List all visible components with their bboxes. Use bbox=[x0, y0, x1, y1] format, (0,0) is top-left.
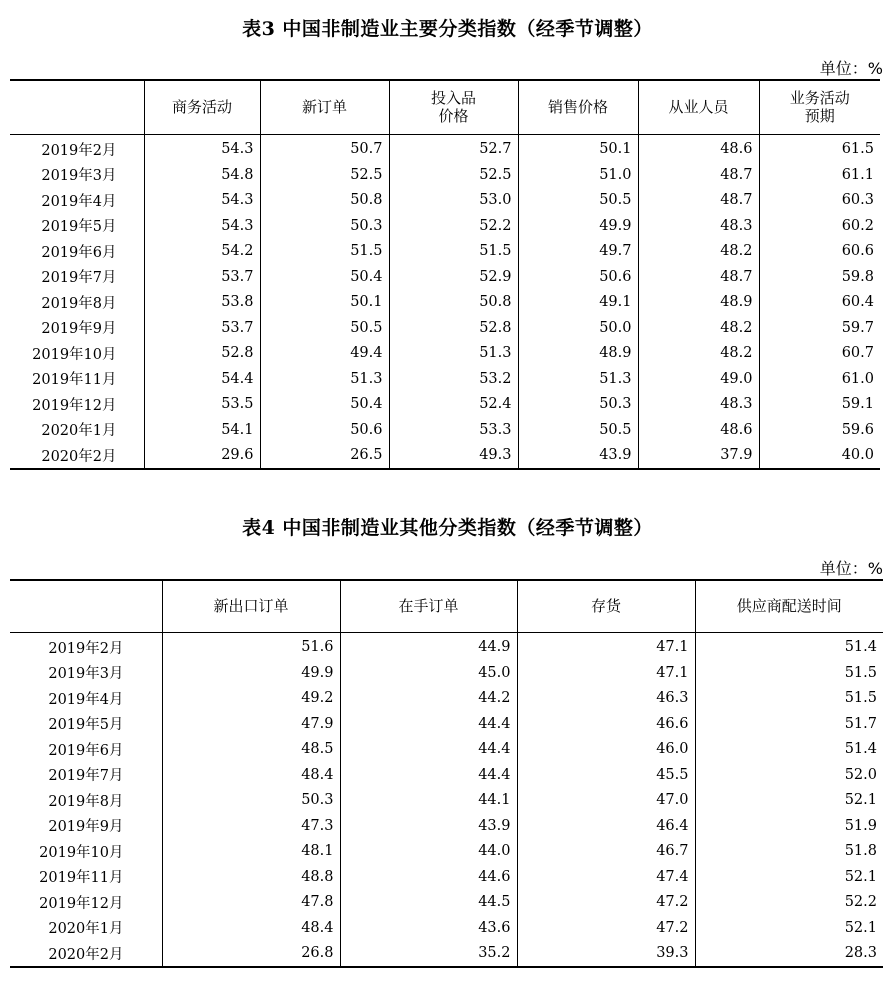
table3-col-header-label: 新订单 bbox=[301, 98, 347, 117]
table-cell: 48.4 bbox=[162, 762, 340, 788]
row-month-label: 2019年10月 bbox=[39, 844, 124, 861]
table-cell: 47.1 bbox=[517, 632, 695, 660]
table-cell: 51.3 bbox=[518, 366, 638, 392]
row-month-label: 2019年8月 bbox=[48, 793, 124, 810]
table-cell: 47.3 bbox=[162, 813, 340, 839]
table-cell: 47.8 bbox=[162, 890, 340, 916]
table-cell: 61.0 bbox=[759, 366, 880, 392]
table3-title: 表3 中国非制造业主要分类指数（经季节调整） bbox=[242, 18, 653, 40]
row-month-label: 2019年10月 bbox=[32, 346, 117, 363]
table-cell: 48.3 bbox=[638, 392, 759, 418]
table4-col-header-label: 在手订单 bbox=[398, 597, 459, 616]
table-cell: 50.3 bbox=[162, 788, 340, 814]
table4-col-header-2 bbox=[340, 580, 517, 632]
table-cell: 52.4 bbox=[389, 392, 518, 418]
table-cell: 43.6 bbox=[340, 915, 517, 941]
table-cell: 51.3 bbox=[260, 366, 389, 392]
table-cell: 51.7 bbox=[695, 711, 883, 737]
table-cell: 51.5 bbox=[695, 686, 883, 712]
table4-body bbox=[10, 632, 883, 967]
table-cell: 51.6 bbox=[162, 632, 340, 660]
row-month-label: 2020年1月 bbox=[48, 921, 124, 938]
table-cell: 43.9 bbox=[518, 443, 638, 470]
row-month-label: 2019年3月 bbox=[41, 168, 117, 185]
table4-col-header-3 bbox=[517, 580, 695, 632]
table-row bbox=[10, 941, 883, 968]
table-cell: 48.2 bbox=[638, 239, 759, 265]
table-cell: 48.7 bbox=[638, 188, 759, 214]
table-row bbox=[10, 813, 883, 839]
table-cell: 47.1 bbox=[517, 660, 695, 686]
table-cell: 35.2 bbox=[340, 941, 517, 968]
table-cell: 48.2 bbox=[638, 341, 759, 367]
table-row bbox=[10, 660, 883, 686]
table-cell: 51.5 bbox=[260, 239, 389, 265]
table3-header-row bbox=[10, 80, 880, 134]
table-cell: 52.8 bbox=[144, 341, 260, 367]
table-cell: 52.8 bbox=[389, 315, 518, 341]
table-cell: 53.7 bbox=[144, 264, 260, 290]
table-cell: 51.5 bbox=[695, 660, 883, 686]
row-month-label: 2020年1月 bbox=[41, 423, 117, 440]
table-cell: 51.8 bbox=[695, 839, 883, 865]
table-cell: 48.8 bbox=[162, 864, 340, 890]
table-cell: 53.5 bbox=[144, 392, 260, 418]
table-row bbox=[10, 915, 883, 941]
table-cell: 48.2 bbox=[638, 315, 759, 341]
table-cell: 53.3 bbox=[389, 417, 518, 443]
table-cell: 39.3 bbox=[517, 941, 695, 968]
table-cell: 47.9 bbox=[162, 711, 340, 737]
row-month-label: 2020年2月 bbox=[48, 946, 124, 963]
table3-col-header-label: 投入品 价格 bbox=[430, 89, 476, 126]
table-row bbox=[10, 890, 883, 916]
table3-col-header-1 bbox=[144, 80, 260, 134]
row-month-label: 2019年5月 bbox=[48, 717, 124, 734]
table-cell: 49.2 bbox=[162, 686, 340, 712]
table-row bbox=[10, 788, 883, 814]
table-cell: 48.3 bbox=[638, 213, 759, 239]
table-row bbox=[10, 239, 880, 265]
table-cell: 44.2 bbox=[340, 686, 517, 712]
table-cell: 54.4 bbox=[144, 366, 260, 392]
table-cell: 51.0 bbox=[518, 162, 638, 188]
table-row bbox=[10, 213, 880, 239]
table-cell: 52.1 bbox=[695, 864, 883, 890]
table3-col-header-2 bbox=[260, 80, 389, 134]
table-cell: 43.9 bbox=[340, 813, 517, 839]
table-cell: 49.0 bbox=[638, 366, 759, 392]
row-month-label: 2019年9月 bbox=[48, 819, 124, 836]
table4-col-header-label: 新出口订单 bbox=[213, 597, 289, 616]
table-cell: 61.5 bbox=[759, 134, 880, 162]
table4-header-row bbox=[10, 580, 883, 632]
table3-col-header-6 bbox=[759, 80, 880, 134]
row-month-label: 2019年12月 bbox=[39, 895, 124, 912]
table-cell: 54.2 bbox=[144, 239, 260, 265]
table3-main-indices bbox=[10, 79, 880, 470]
table-cell: 40.0 bbox=[759, 443, 880, 470]
row-month-label: 2020年2月 bbox=[41, 448, 117, 465]
table-cell: 46.4 bbox=[517, 813, 695, 839]
table-cell: 44.4 bbox=[340, 737, 517, 763]
table-row bbox=[10, 315, 880, 341]
table-cell: 60.2 bbox=[759, 213, 880, 239]
table-cell: 48.6 bbox=[638, 417, 759, 443]
table-cell: 46.3 bbox=[517, 686, 695, 712]
table-cell: 50.3 bbox=[518, 392, 638, 418]
table-cell: 54.3 bbox=[144, 134, 260, 162]
table-cell: 52.5 bbox=[260, 162, 389, 188]
table-row bbox=[10, 264, 880, 290]
table-row bbox=[10, 290, 880, 316]
table-cell: 49.1 bbox=[518, 290, 638, 316]
table4-col-header-label: 供应商配送时间 bbox=[736, 597, 842, 616]
table-row bbox=[10, 632, 883, 660]
table-cell: 54.8 bbox=[144, 162, 260, 188]
table-cell: 52.1 bbox=[695, 915, 883, 941]
row-month-label: 2019年12月 bbox=[32, 397, 117, 414]
table-cell: 37.9 bbox=[638, 443, 759, 470]
table-cell: 60.3 bbox=[759, 188, 880, 214]
row-month-label: 2019年11月 bbox=[32, 372, 117, 389]
table4-col-header-4 bbox=[695, 580, 883, 632]
table-cell: 44.0 bbox=[340, 839, 517, 865]
row-month-label: 2019年6月 bbox=[41, 244, 117, 261]
row-month-label: 2019年11月 bbox=[39, 870, 124, 887]
table-row bbox=[10, 737, 883, 763]
table-cell: 60.7 bbox=[759, 341, 880, 367]
table-cell: 28.3 bbox=[695, 941, 883, 968]
table-cell: 52.1 bbox=[695, 788, 883, 814]
table-row bbox=[10, 711, 883, 737]
table-cell: 51.4 bbox=[695, 632, 883, 660]
table4-other-indices bbox=[10, 579, 883, 968]
table4-col-header-label: 存货 bbox=[590, 597, 621, 616]
table-cell: 50.5 bbox=[518, 417, 638, 443]
table-cell: 48.9 bbox=[638, 290, 759, 316]
table-cell: 44.6 bbox=[340, 864, 517, 890]
table-cell: 54.3 bbox=[144, 188, 260, 214]
table-cell: 44.1 bbox=[340, 788, 517, 814]
table-row bbox=[10, 417, 880, 443]
table-cell: 53.8 bbox=[144, 290, 260, 316]
table-cell: 46.7 bbox=[517, 839, 695, 865]
table-cell: 47.2 bbox=[517, 890, 695, 916]
table-row bbox=[10, 134, 880, 162]
table-cell: 61.1 bbox=[759, 162, 880, 188]
table-cell: 50.4 bbox=[260, 392, 389, 418]
row-month-label: 2019年7月 bbox=[41, 270, 117, 287]
table3-unit-label: 单位：% bbox=[819, 59, 883, 78]
table-cell: 59.6 bbox=[759, 417, 880, 443]
table-cell: 59.1 bbox=[759, 392, 880, 418]
table4-col-header-0 bbox=[10, 580, 162, 632]
row-month-label: 2019年4月 bbox=[48, 691, 124, 708]
row-month-label: 2019年3月 bbox=[48, 666, 124, 683]
table-cell: 45.5 bbox=[517, 762, 695, 788]
table-cell: 51.3 bbox=[389, 341, 518, 367]
row-month-label: 2019年2月 bbox=[41, 142, 117, 159]
table-cell: 46.0 bbox=[517, 737, 695, 763]
table4-unit-label: 单位：% bbox=[819, 559, 883, 578]
table4-col-header-1 bbox=[162, 580, 340, 632]
row-month-label: 2019年6月 bbox=[48, 742, 124, 759]
table-cell: 59.7 bbox=[759, 315, 880, 341]
table-row bbox=[10, 443, 880, 470]
table-cell: 59.8 bbox=[759, 264, 880, 290]
table-cell: 29.6 bbox=[144, 443, 260, 470]
table-cell: 51.9 bbox=[695, 813, 883, 839]
table3-col-header-label: 业务活动 预期 bbox=[789, 89, 850, 126]
table-cell: 47.4 bbox=[517, 864, 695, 890]
table-cell: 51.4 bbox=[695, 737, 883, 763]
table-cell: 44.5 bbox=[340, 890, 517, 916]
table-cell: 26.5 bbox=[260, 443, 389, 470]
table3-col-header-5 bbox=[638, 80, 759, 134]
table-cell: 44.4 bbox=[340, 762, 517, 788]
table-cell: 49.9 bbox=[162, 660, 340, 686]
table-cell: 48.4 bbox=[162, 915, 340, 941]
table-row bbox=[10, 366, 880, 392]
table-cell: 26.8 bbox=[162, 941, 340, 968]
table-cell: 52.2 bbox=[695, 890, 883, 916]
table-row bbox=[10, 392, 880, 418]
table-row bbox=[10, 839, 883, 865]
table-cell: 49.3 bbox=[389, 443, 518, 470]
table-cell: 51.5 bbox=[389, 239, 518, 265]
table3-col-header-label: 商务活动 bbox=[171, 98, 232, 117]
table3-col-header-4 bbox=[518, 80, 638, 134]
table-cell: 49.4 bbox=[260, 341, 389, 367]
table-cell: 48.6 bbox=[638, 134, 759, 162]
table-cell: 48.5 bbox=[162, 737, 340, 763]
table-cell: 52.9 bbox=[389, 264, 518, 290]
table-cell: 60.4 bbox=[759, 290, 880, 316]
table-cell: 53.7 bbox=[144, 315, 260, 341]
table3-col-header-label: 从业人员 bbox=[668, 98, 729, 117]
table-row bbox=[10, 162, 880, 188]
table-cell: 54.3 bbox=[144, 213, 260, 239]
table-cell: 44.4 bbox=[340, 711, 517, 737]
table3-col-header-3 bbox=[389, 80, 518, 134]
table3-col-header-0 bbox=[10, 80, 144, 134]
table-cell: 50.5 bbox=[518, 188, 638, 214]
table-cell: 49.7 bbox=[518, 239, 638, 265]
table3-body bbox=[10, 134, 880, 469]
table-cell: 48.9 bbox=[518, 341, 638, 367]
table-cell: 48.7 bbox=[638, 264, 759, 290]
table-cell: 49.9 bbox=[518, 213, 638, 239]
table-cell: 48.7 bbox=[638, 162, 759, 188]
table-cell: 47.0 bbox=[517, 788, 695, 814]
table-cell: 54.1 bbox=[144, 417, 260, 443]
table-cell: 50.8 bbox=[260, 188, 389, 214]
table-cell: 50.1 bbox=[260, 290, 389, 316]
table-cell: 52.5 bbox=[389, 162, 518, 188]
table-cell: 47.2 bbox=[517, 915, 695, 941]
table-cell: 52.0 bbox=[695, 762, 883, 788]
table-cell: 50.7 bbox=[260, 134, 389, 162]
table-cell: 52.7 bbox=[389, 134, 518, 162]
table-row bbox=[10, 188, 880, 214]
row-month-label: 2019年7月 bbox=[48, 768, 124, 785]
table-cell: 44.9 bbox=[340, 632, 517, 660]
table-cell: 45.0 bbox=[340, 660, 517, 686]
table-cell: 50.4 bbox=[260, 264, 389, 290]
table-row bbox=[10, 686, 883, 712]
table4-title: 表4 中国非制造业其他分类指数（经季节调整） bbox=[242, 517, 653, 539]
table-row bbox=[10, 864, 883, 890]
table-cell: 52.2 bbox=[389, 213, 518, 239]
row-month-label: 2019年5月 bbox=[41, 219, 117, 236]
table-cell: 53.0 bbox=[389, 188, 518, 214]
table-cell: 50.1 bbox=[518, 134, 638, 162]
table-cell: 60.6 bbox=[759, 239, 880, 265]
table-cell: 46.6 bbox=[517, 711, 695, 737]
row-month-label: 2019年2月 bbox=[48, 640, 124, 657]
table3-col-header-label: 销售价格 bbox=[547, 98, 608, 117]
table-cell: 48.1 bbox=[162, 839, 340, 865]
table-cell: 50.0 bbox=[518, 315, 638, 341]
table-row bbox=[10, 762, 883, 788]
row-month-label: 2019年8月 bbox=[41, 295, 117, 312]
table-cell: 50.5 bbox=[260, 315, 389, 341]
table-cell: 50.6 bbox=[518, 264, 638, 290]
table-cell: 53.2 bbox=[389, 366, 518, 392]
table-cell: 50.6 bbox=[260, 417, 389, 443]
row-month-label: 2019年4月 bbox=[41, 193, 117, 210]
table-cell: 50.8 bbox=[389, 290, 518, 316]
table-row bbox=[10, 341, 880, 367]
row-month-label: 2019年9月 bbox=[41, 321, 117, 338]
table-cell: 50.3 bbox=[260, 213, 389, 239]
